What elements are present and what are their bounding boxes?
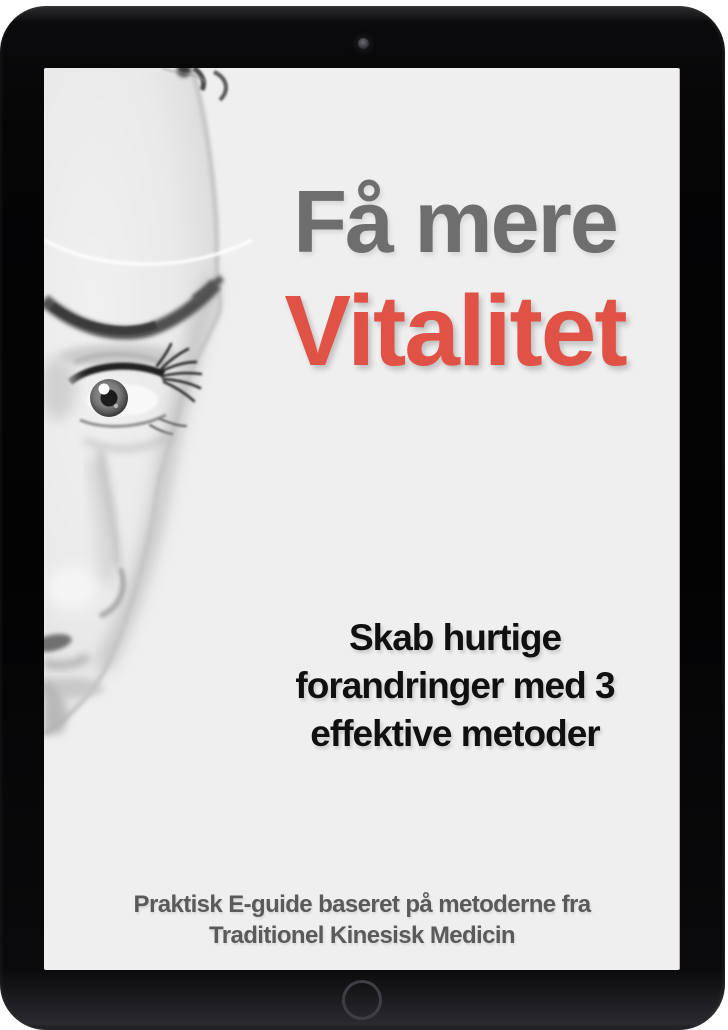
camera-icon [358, 38, 369, 49]
tablet-frame [0, 6, 725, 1030]
ebook-cover [44, 68, 680, 970]
cover-subtitle [230, 614, 680, 758]
cover-footer [44, 889, 680, 951]
subtitle-line: forandringer med 3 [295, 665, 615, 706]
footer-line: Praktisk E-guide baseret på metoderne fra [133, 891, 591, 918]
home-button-icon [342, 980, 382, 1020]
subtitle-line: Skab hurtige [348, 617, 562, 658]
cover-title-line1: Få mere [293, 172, 617, 271]
subtitle-line: effektive metoder [310, 713, 600, 754]
cover-title-line2: Vitalitet [284, 275, 626, 387]
footer-line: Traditionel Kinesisk Medicin [209, 922, 515, 949]
